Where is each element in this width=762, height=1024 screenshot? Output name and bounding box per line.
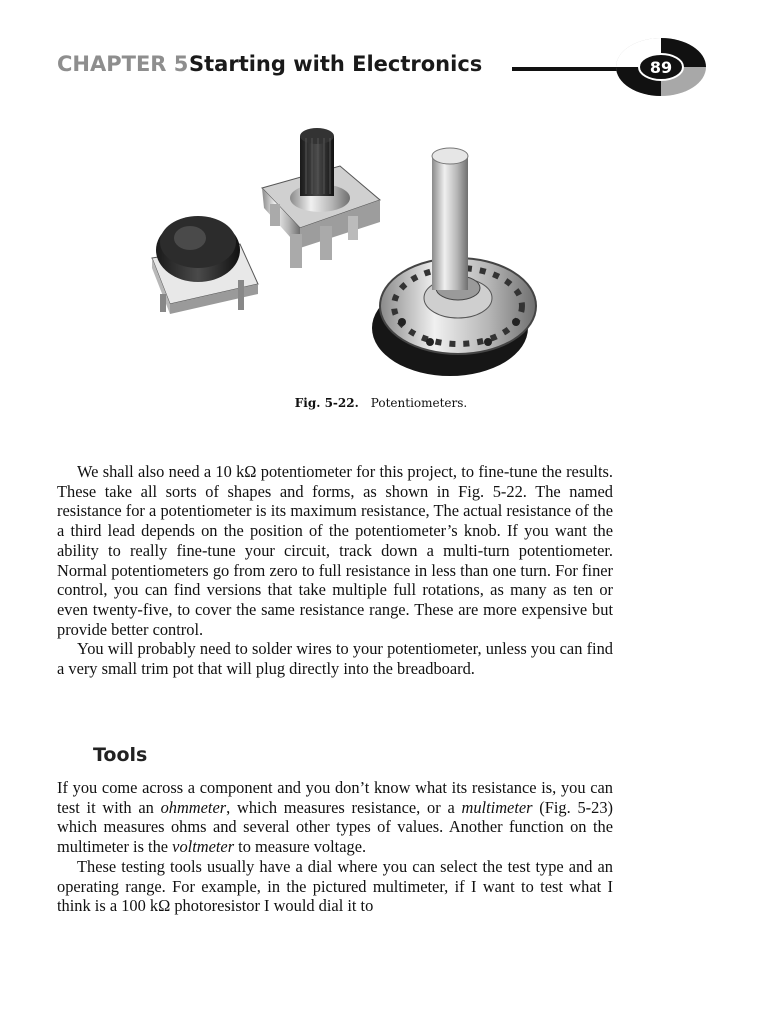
figure-label: Fig. 5-22. <box>294 396 359 410</box>
page-number-badge <box>614 36 708 98</box>
paragraph-potentiometer: We shall also need a 10 kΩ potentiometer for this project, to fine-tune the results. These take all sorts of shapes and forms, as shown in Fig. 5-22. The named resistance for a potentiometer is its maximum resistance, The actual resistance of the a third lead depends on the position of the potentiometer’s knob. If you want the ability to really fine-tune your circuit, track down a multi-turn potentiometer. Normal potentiometers go from zero to full resistance in less than one turn. For finer control, you can find versions that take multiple full rotations, as many as ten or even twenty-five, to cover the same resistance range. These are more expensive but provide better control. <box>57 462 613 639</box>
figure-caption-text: Potentiometers. <box>370 396 468 410</box>
paragraph-ohmmeter <box>57 778 613 857</box>
shaft-pot <box>372 148 536 376</box>
body-text-block-2 <box>57 778 613 916</box>
knurled-pot <box>262 128 380 268</box>
paragraph-solder: You will probably need to solder wires to your potentiometer, unless you can find a very small trim pot that will plug directly into the breadboard. <box>57 639 613 679</box>
term-multimeter: multimeter <box>461 797 533 817</box>
figure-caption <box>0 396 762 410</box>
chapter-label: CHAPTER 5 <box>57 52 189 76</box>
section-heading-tools: Tools <box>93 744 148 766</box>
body-text-block-1 <box>57 462 613 679</box>
p3-text-b: , which measures resistance, or a <box>226 797 462 817</box>
p3-text-d: to measure voltage. <box>234 837 367 857</box>
paragraph-testing-tools: These testing tools usually have a dial where you can select the test type and an operating range. For example, in the pictured multimeter, if I want to test what I think is a 100 kΩ photoresistor I would dial it to <box>57 856 613 916</box>
chapter-title: Starting with Electronics <box>189 52 483 76</box>
p3-text-c: (Fig. 5-23) which measures ohms and several other types of values. Another function on the multimeter is the <box>57 797 613 857</box>
page-header <box>57 50 707 100</box>
term-ohmmeter: ohmmeter <box>160 797 227 817</box>
p3-text-a: If you come across a component and you don’t know what its resistance is, you can test it with an <box>57 778 613 817</box>
term-voltmeter: voltmeter <box>172 837 235 857</box>
page-number: 89 <box>649 58 673 77</box>
small-trim-pot <box>152 216 258 314</box>
potentiometers-photo <box>140 108 540 380</box>
